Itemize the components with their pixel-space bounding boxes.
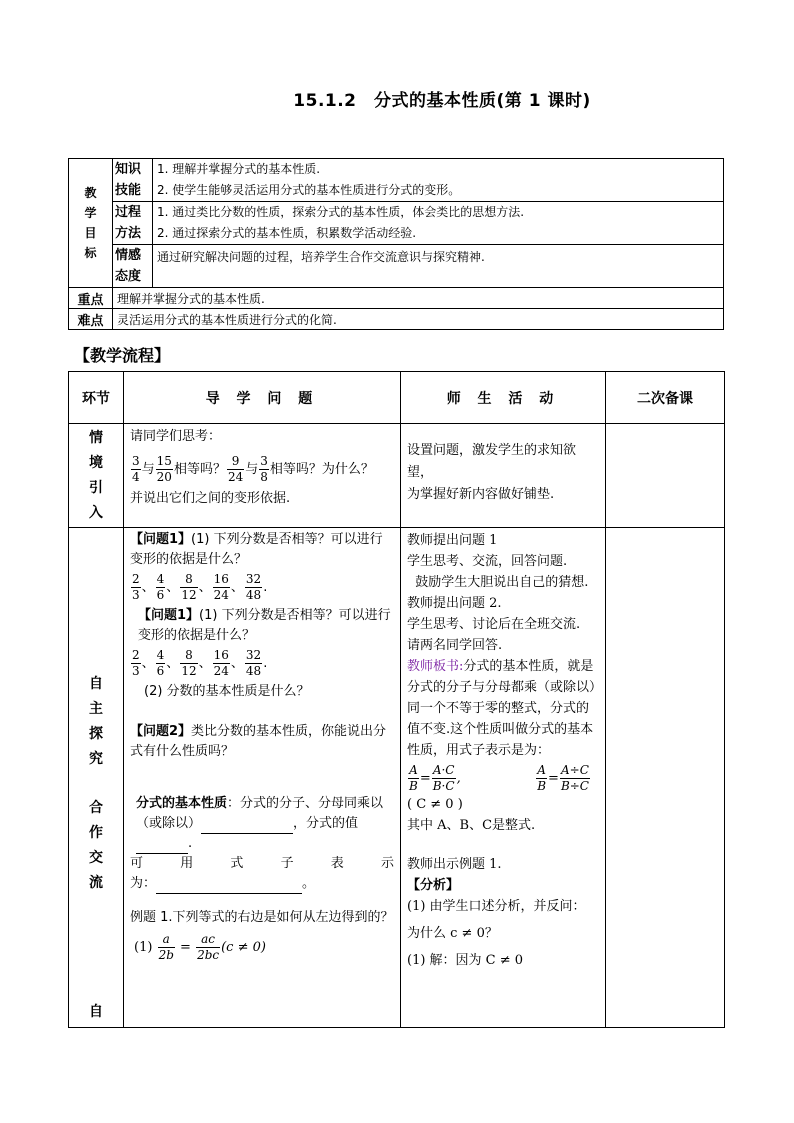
fill-blank[interactable] [156, 893, 302, 894]
problem-text: (1) 下列分数是否相等？可以进行变形的依据是什么？ [130, 532, 383, 567]
stage-char: 自 [89, 676, 103, 692]
header-activities: 师 生 活 动 [401, 372, 606, 424]
fill-blank[interactable] [201, 833, 293, 834]
obj-row-knowledge [69, 159, 724, 202]
stage-char: 作 [89, 825, 103, 841]
fraction: $\frac{A}{B}$ [537, 763, 547, 793]
stage-char: 主 [89, 701, 103, 717]
activity-line: 为掌握好新内容做好铺垫. [407, 487, 555, 502]
fraction: $\frac{16}{24}$ [213, 648, 229, 678]
formula-divide: $\frac{A}{B}$ = $\frac{A\div C}{B\div C}$ [537, 763, 589, 793]
fraction: $\frac{3}{4}$ [132, 454, 140, 484]
intro-questions [124, 424, 401, 528]
activity-line: 教师提出问题 2. [407, 596, 502, 611]
obj-row-process [69, 202, 724, 245]
fraction: $\frac{2}{3}$ [132, 648, 140, 678]
group-char: 标 [84, 246, 97, 260]
key-point-label: 重点 [69, 288, 113, 309]
intro-fraction-question [130, 453, 394, 487]
category-emotion: 情感态度 [113, 245, 153, 288]
flow-heading: 【教学流程】 [74, 346, 171, 365]
board-label: 教师板书: [407, 659, 464, 674]
property-formulas [407, 763, 599, 794]
property-text: ：分式的分子、分母同乘以（或除以） [136, 796, 384, 831]
solution-text: (1) 解：因为 C ≠ 0 [407, 953, 524, 968]
stage-char: 流 [89, 875, 103, 891]
fraction: $\frac{8}{12}$ [181, 648, 197, 678]
key-point-row [69, 288, 724, 309]
problem-label: 【问题1】 [138, 608, 200, 623]
text: 相等吗？为什么？ [269, 462, 374, 477]
where-text: 其中 A、B、C是整式. [407, 818, 536, 833]
page-title: 15.1.2 分式的基本性质(第 1 课时) [293, 91, 591, 111]
difficulty-row [69, 309, 724, 330]
stage-char: 究 [89, 751, 103, 767]
example-1-expression: (1) $\frac{a}{2b}$ = $\frac{ac}{2bc}$ (c ≠ 0) [134, 932, 266, 962]
fraction: $\frac{32}{48}$ [245, 648, 262, 678]
fraction: $\frac{ac}{2bc}$ [197, 932, 220, 962]
fraction-list: $\frac{2}{3}$ 、 $\frac{4}{6}$ 、 $\frac{8}{12}$ 、 $\frac{16}{24}$ 、 $\frac{32}{48}$ . [132, 572, 268, 602]
objectives-table [68, 158, 724, 330]
header-stage: 环节 [69, 372, 124, 424]
fraction: $\frac{2}{3}$ [132, 572, 140, 602]
property-statement: 分式的基本性质：分式的分子、分母同乘以（或除以） ，分式的值. [130, 794, 394, 854]
header-second-prep: 二次备课 [606, 372, 725, 424]
intro-instruction: 并说出它们之间的变形依据. [130, 491, 291, 506]
fraction: $\frac{16}{24}$ [213, 572, 229, 602]
objective-item: 1. 通过类比分数的性质，探索分式的基本性质，体会类比的思想方法. [157, 205, 525, 219]
example-1-text: 例题 1.下列等式的右边是如何从左边得到的？ [130, 910, 394, 925]
stage-char: 入 [89, 504, 103, 521]
problem-2 [130, 722, 394, 762]
group-char: 学 [84, 206, 97, 220]
key-point-text: 理解并掌握分式的基本性质. [113, 288, 724, 309]
objective-item: 通过研究解决问题的过程，培养学生合作交流意识与探究精神. [157, 250, 485, 264]
fraction: $\frac{15}{20}$ [156, 454, 172, 484]
difficulty-label: 难点 [69, 309, 113, 330]
board-text: 分式的基本性质，就是分式的分子与分母都乘（或除以）同一个不等于零的整式，分式的值不变.这个性质叫做分式的基本性质，用式子表示是为： [407, 659, 596, 758]
flow-header-row [69, 372, 725, 424]
stage-char: 合 [89, 800, 103, 816]
expression-prompt: 可 用 式 子 表 示 [130, 856, 394, 871]
activity-line: 学生思考、交流，回答问题. [407, 554, 568, 569]
stage-char: 自 [89, 1004, 103, 1020]
objectives-group-label [69, 159, 113, 288]
teaching-flow-table [68, 371, 725, 1028]
problem-text: 类比分数的基本性质，你能说出分式有什么性质吗？ [130, 724, 387, 759]
property-label: 分式的基本性质 [136, 796, 228, 811]
expression-line: 为： 。 [130, 874, 394, 894]
stage-char: 交 [89, 850, 103, 866]
text: 与 [141, 462, 155, 477]
difficulty-text: 灵活运用分式的基本性质进行分式的化简. [113, 309, 724, 330]
obj-row-emotion [69, 245, 724, 288]
property-text: ，分式的值 [293, 816, 359, 831]
group-char: 目 [84, 226, 97, 240]
condition: ( C ≠ 0 ) [407, 797, 463, 812]
activity-line: 教师提出问题 1 [407, 533, 498, 548]
fraction: $\frac{A\div C}{B\div C}$ [560, 763, 589, 793]
intro-prompt: 请同学们思考： [130, 429, 222, 444]
objective-items [153, 245, 724, 288]
fraction: $\frac{9}{24}$ [227, 454, 244, 484]
analysis-text: (1) 由学生口述分析，并反问： [407, 899, 586, 914]
fraction: $\frac{4}{6}$ [156, 572, 165, 602]
problem-1 [130, 530, 394, 570]
text: 相等吗？ [173, 462, 226, 477]
fraction: $\frac{A}{B}$ [409, 763, 418, 793]
header-guide-questions: 导 学 问 题 [124, 372, 401, 424]
explore-questions [124, 528, 401, 1028]
fraction: $\frac{8}{12}$ [181, 572, 197, 602]
text: 为： [130, 876, 157, 891]
intro-activity [401, 424, 606, 528]
objective-item: 1. 理解并掌握分式的基本性质. [157, 162, 321, 176]
text: 与 [245, 462, 259, 477]
fraction: $\frac{a}{2b}$ [158, 932, 174, 962]
why-question: 为什么 c ≠ 0？ [407, 926, 498, 941]
objective-item: 2. 使学生能够灵活运用分式的基本性质进行分式的变形。 [157, 183, 461, 197]
analysis-label: 【分析】 [407, 878, 460, 893]
activity-line: 设置问题，激发学生的求知欲望， [407, 443, 577, 480]
flow-row-explore [69, 528, 725, 1028]
problem-1-repeat [130, 606, 394, 646]
activity-line: 请两名同学回答. [407, 638, 503, 653]
objective-item: 2. 通过探索分式的基本性质，积累数学活动经验. [157, 226, 417, 240]
fraction: $\frac{32}{48}$ [245, 572, 262, 602]
problem-label: 【问题1】 [130, 532, 192, 547]
second-prep-cell [606, 424, 725, 528]
stage-explore [69, 528, 124, 1028]
formula-multiply: $\frac{A}{B}$ = $\frac{A\cdot C}{B\cdot C}$ , [409, 763, 461, 793]
category-knowledge: 知识技能 [113, 159, 153, 202]
problem-label: 【问题2】 [130, 724, 192, 739]
group-char: 教 [84, 186, 97, 200]
second-prep-cell [606, 528, 725, 1028]
flow-row-intro [69, 424, 725, 528]
stage-intro [69, 424, 124, 528]
fraction-list: $\frac{2}{3}$ 、 $\frac{4}{6}$ 、 $\frac{8}{12}$ 、 $\frac{16}{24}$ 、 $\frac{32}{48}$ . [132, 648, 268, 678]
board-note [407, 656, 599, 761]
problem-1-part-2: (2) 分数的基本性质是什么？ [144, 684, 310, 699]
fraction: $\frac{3}{8}$ [260, 454, 268, 484]
category-process: 过程方法 [113, 202, 153, 245]
stage-char: 探 [89, 726, 103, 742]
stage-char: 情 [89, 429, 103, 446]
objective-items [153, 159, 724, 202]
fraction: $\frac{A\cdot C}{B\cdot C}$ [432, 763, 455, 793]
activity-line: 学生思考、讨论后在全班交流. [407, 617, 581, 632]
fraction: $\frac{4}{6}$ [156, 648, 165, 678]
objective-items [153, 202, 724, 245]
activity-line: 教师出示例题 1. [407, 857, 502, 872]
activity-line: 鼓励学生大胆说出自己的猜想. [407, 575, 589, 590]
problem-text: (1) 下列分数是否相等？可以进行变形的依据是什么？ [138, 608, 391, 643]
stage-char: 引 [89, 479, 103, 496]
stage-char: 境 [89, 454, 103, 471]
explore-activity [401, 528, 606, 1028]
